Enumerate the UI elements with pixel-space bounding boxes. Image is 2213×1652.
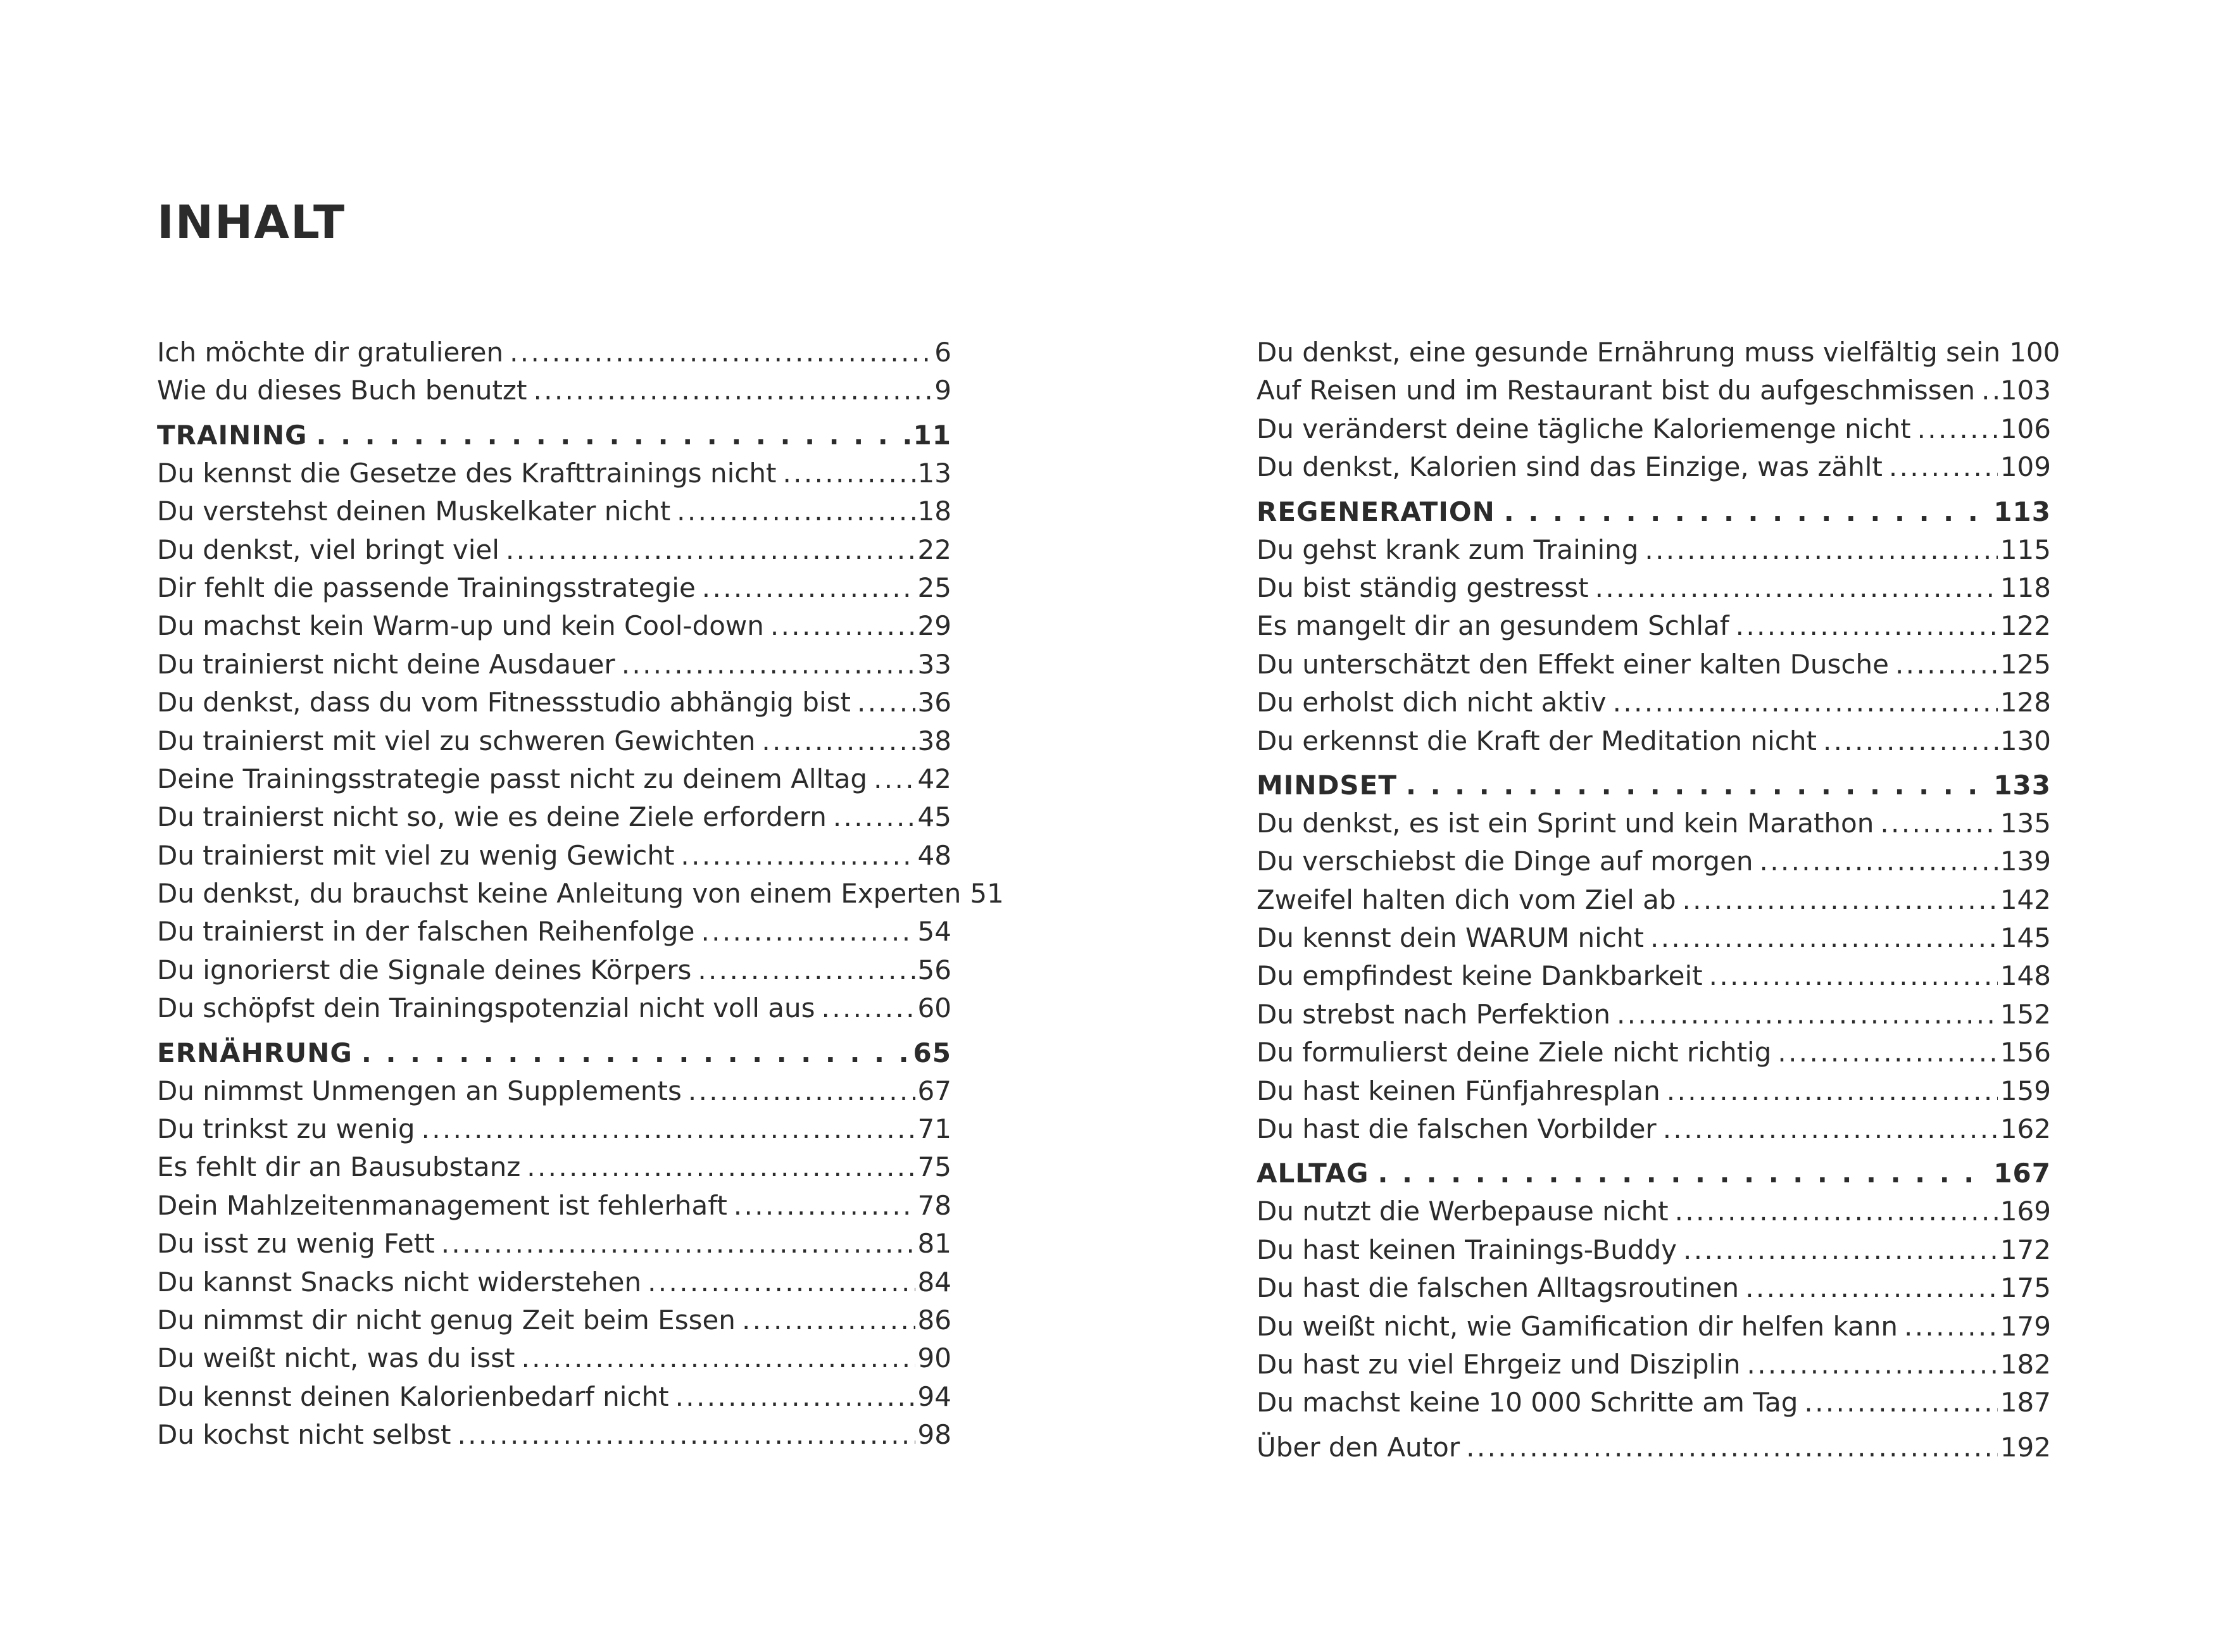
dot-leader [1675,1192,1998,1230]
entry-page-number: 18 [917,496,951,527]
section-title: TRAINING [157,419,308,451]
entry-page-number: 135 [2000,807,2051,839]
toc-entry[interactable] [157,607,951,645]
entry-page-number: 42 [917,763,951,794]
entry-page-number: 71 [917,1113,951,1145]
dot-leader [1889,448,1998,486]
entry-page-number: 98 [917,1419,951,1451]
toc-entry[interactable] [1257,957,2051,995]
dot-leader [675,1378,915,1416]
toc-entry[interactable] [1257,722,2051,760]
toc-right-column [1257,334,2060,1467]
entry-title: Du erkennst die Kraft der Meditation nicht [1257,725,1817,756]
entry-title: Du ignorierst die Signale deines Körpers [157,954,692,986]
toc-entry[interactable] [157,646,951,684]
dot-leader [317,418,910,453]
toc-section-heading[interactable] [1257,768,2051,803]
entry-title: Deine Trainingsstrategie passt nicht zu deinem Alltag [157,763,868,794]
toc-entry[interactable] [1257,1192,2051,1230]
toc-entry[interactable] [1257,372,2051,410]
dot-leader [1683,1231,1998,1269]
entry-page-number: 6 [934,337,951,368]
entry-page-number: 122 [2000,610,2051,642]
entry-title: Du kannst Snacks nicht widerstehen [157,1266,642,1298]
dot-leader [361,1036,910,1071]
entry-page-number: 118 [2000,572,2051,603]
dot-leader [1682,881,1997,919]
toc-entry[interactable] [157,1263,951,1301]
entry-page-number: 60 [917,992,951,1024]
dot-leader [422,1110,915,1148]
toc-section-heading[interactable] [1257,494,2051,530]
entry-page-number: 36 [917,687,951,718]
right-sections [1257,494,2051,1422]
entry-title: Du kennst deinen Kalorienbedarf nicht [157,1380,669,1412]
toc-entry[interactable] [157,837,951,875]
dot-leader [698,951,915,989]
toc-entry[interactable] [1257,1384,2051,1422]
entry-page-number: 100 [2009,337,2060,368]
toc-entry[interactable] [157,1148,951,1186]
closing-entries [1257,1429,2051,1467]
dot-leader [521,1339,915,1377]
page-title: INHALT [157,196,346,249]
dot-leader [1760,842,1998,880]
entry-page-number: 103 [2000,375,2051,406]
entry-page-number: 81 [917,1228,951,1260]
toc-entry[interactable] [1257,684,2051,722]
dot-leader [770,607,915,645]
section-page-number: 113 [1993,496,2051,527]
entry-page-number: 54 [917,916,951,948]
toc-entry[interactable] [157,1225,951,1263]
toc-entry[interactable] [157,454,951,492]
entry-page-number: 162 [2000,1113,2051,1145]
entry-page-number: 9 [934,375,951,406]
dot-leader [1663,1110,1998,1148]
entry-page-number: 106 [2000,413,2051,444]
dot-leader [1650,919,1998,957]
entry-title: Über den Autor [1257,1431,1460,1463]
entry-page-number: 29 [917,610,951,642]
dot-leader [742,1301,915,1339]
entry-page-number: 175 [2000,1272,2051,1304]
dot-leader [677,492,915,530]
toc-entry[interactable] [1257,804,2051,842]
toc-section-heading[interactable] [1257,1156,2051,1191]
entry-page-number: 152 [2000,998,2051,1030]
dot-leader [533,372,932,410]
entry-page-number: 130 [2000,725,2051,756]
entry-title: Zweifel halten dich vom Ziel ab [1257,884,1676,915]
entry-title: Du verschiebst die Dinge auf morgen [1257,846,1753,877]
entry-title: Auf Reisen und im Restaurant bist du aufgeschmissen [1257,375,1976,406]
toc-entry[interactable] [157,1416,951,1454]
dot-leader [1745,1269,1998,1307]
entry-title: Du nutzt die Werbepause nicht [1257,1196,1669,1227]
entry-title: Du machst keine 10 000 Schritte am Tag [1257,1387,1798,1418]
entry-title: Du trinkst zu wenig [157,1113,415,1145]
toc-entry[interactable] [1257,531,2051,569]
entry-page-number: 169 [2000,1196,2051,1227]
entry-title: Du hast die falschen Alltagsroutinen [1257,1272,1740,1304]
entry-page-number: 51 [970,878,1004,910]
entry-title: Du gehst krank zum Training [1257,534,1639,565]
dot-leader [680,837,915,875]
entry-page-number: 159 [2000,1075,2051,1106]
dot-leader [782,454,915,492]
entry-page-number: 145 [2000,922,2051,954]
toc-entry[interactable] [1257,842,2051,880]
dot-leader [510,334,932,372]
entry-title: Wie du dieses Buch benutzt [157,375,527,406]
entry-page-number: 13 [917,457,951,489]
toc-entry[interactable] [157,798,951,836]
entry-title: Du trainierst mit viel zu wenig Gewicht [157,839,675,871]
toc-entry[interactable] [1257,1034,2051,1072]
entry-title: Du schöpfst dein Trainingspotenzial nicht voll aus [157,992,815,1024]
entry-title: Du weißt nicht, wie Gamification dir helfen kann [1257,1310,1898,1342]
dot-leader [1613,684,1998,722]
dot-leader [1736,607,1998,645]
entry-title: Du denkst, eine gesunde Ernährung muss vielfältig sein [1257,337,2001,368]
left-sections [157,418,1004,1455]
toc-entry[interactable] [157,989,951,1027]
dot-leader [441,1225,915,1263]
dot-leader [1981,372,1998,410]
toc-entry[interactable] [1257,1429,2051,1467]
toc-entry[interactable] [1257,996,2051,1034]
entry-page-number: 192 [2000,1431,2051,1463]
entry-title: Du denkst, du brauchst keine Anleitung von einem Experten [157,878,962,910]
dot-leader [762,722,915,760]
toc-entry[interactable] [157,1187,951,1225]
entry-title: Du trainierst nicht deine Ausdauer [157,648,615,680]
section-page-number: 167 [1993,1158,2051,1189]
entry-title: Du hast keinen Trainings-Buddy [1257,1234,1677,1265]
continued-entries [1257,334,2060,487]
dot-leader [857,684,915,722]
entry-title: Du veränderst deine tägliche Kaloriemenge nicht [1257,413,1911,444]
dot-leader [1406,768,1990,803]
toc-entry[interactable] [1257,607,2051,645]
entry-page-number: 84 [917,1266,951,1298]
dot-leader [1777,1034,1997,1072]
entry-page-number: 38 [917,725,951,756]
entry-title: Du denkst, viel bringt viel [157,534,499,565]
dot-leader [1504,494,1990,530]
entry-page-number: 56 [917,954,951,986]
entry-page-number: 75 [917,1151,951,1183]
entry-title: Du erholst dich nicht aktiv [1257,687,1607,718]
entry-page-number: 45 [917,801,951,833]
dot-leader [833,798,915,836]
toc-entry[interactable] [1257,646,2051,684]
toc-entry[interactable] [1257,1346,2051,1384]
section-title: REGENERATION [1257,496,1495,527]
dot-leader [1804,1384,1997,1422]
section-title: ALLTAG [1257,1158,1369,1189]
dot-leader [1595,569,1998,607]
toc-entry[interactable] [157,913,951,951]
entry-page-number: 142 [2000,884,2051,915]
toc-entry[interactable] [1257,569,2051,607]
spacer [1257,1422,2051,1429]
toc-entry[interactable] [157,1072,951,1110]
toc-entry[interactable] [157,1378,951,1416]
toc-entry[interactable] [1257,1308,2051,1346]
entry-title: Du denkst, Kalorien sind das Einzige, was zählt [1257,451,1883,483]
entry-page-number: 48 [917,839,951,871]
entry-title: Dir fehlt die passende Trainingsstrategie [157,572,696,603]
entry-title: Du nimmst Unmengen an Supplements [157,1075,682,1106]
entry-title: Du hast zu viel Ehrgeiz und Disziplin [1257,1348,1741,1380]
toc-entry[interactable] [157,1339,951,1377]
dot-leader [822,989,915,1027]
entry-title: Du empfindest keine Dankbarkeit [1257,960,1703,992]
toc-entry[interactable] [1257,410,2051,448]
entry-page-number: 33 [917,648,951,680]
entry-title: Du formulierst deine Ziele nicht richtig [1257,1037,1772,1068]
toc-entry[interactable] [157,684,951,722]
entry-title: Du hast keinen Fünfjahresplan [1257,1075,1660,1106]
section-page-number: 65 [913,1037,951,1068]
toc-entry[interactable] [157,951,951,989]
entry-title: Du kochst nicht selbst [157,1419,451,1451]
toc-entry[interactable] [157,569,951,607]
dot-leader [1904,1308,1998,1346]
entry-title: Du hast die falschen Vorbilder [1257,1113,1657,1145]
entry-page-number: 125 [2000,648,2051,680]
entry-title: Du strebst nach Perfektion [1257,998,1610,1030]
section-page-number: 11 [913,419,951,451]
entry-title: Es fehlt dir an Bausubstanz [157,1151,521,1183]
dot-leader [622,646,915,684]
entry-page-number: 182 [2000,1348,2051,1380]
entry-page-number: 148 [2000,960,2051,992]
toc-entry[interactable] [1257,1072,2051,1110]
entry-page-number: 128 [2000,687,2051,718]
entry-title: Du machst kein Warm-up und kein Cool-down [157,610,764,642]
entry-title: Es mangelt dir an gesundem Schlaf [1257,610,1729,642]
entry-page-number: 86 [917,1304,951,1336]
dot-leader [688,1072,915,1110]
dot-leader [702,569,915,607]
entry-page-number: 78 [917,1189,951,1221]
entry-title: Du denkst, dass du vom Fitnessstudio abhängig bist [157,687,851,718]
entry-page-number: 172 [2000,1234,2051,1265]
entry-page-number: 109 [2000,451,2051,483]
toc-entry[interactable] [1257,881,2051,919]
entry-page-number: 22 [917,534,951,565]
dot-leader [701,913,915,951]
dot-leader [648,1263,915,1301]
section-title: MINDSET [1257,769,1398,801]
toc-entry[interactable] [157,1301,951,1339]
dot-leader [527,1148,915,1186]
entry-page-number: 115 [2000,534,2051,565]
entry-title: Du kennst dein WARUM nicht [1257,922,1644,954]
entry-title: Du kennst die Gesetze des Krafttrainings nicht [157,457,777,489]
entry-page-number: 139 [2000,846,2051,877]
entry-page-number: 90 [917,1342,951,1374]
entry-title: Du weißt nicht, was du isst [157,1342,515,1374]
entry-title: Ich möchte dir gratulieren [157,337,504,368]
entry-page-number: 187 [2000,1387,2051,1418]
entry-title: Du verstehst deinen Muskelkater nicht [157,496,671,527]
toc-entry[interactable] [157,875,1004,913]
entry-page-number: 67 [917,1075,951,1106]
dot-leader [1377,1156,1990,1191]
dot-leader [1823,722,1998,760]
entry-title: Du nimmst dir nicht genug Zeit beim Essen [157,1304,736,1336]
entry-title: Dein Mahlzeitenmanagement ist fehlerhaft [157,1189,727,1221]
entry-page-number: 179 [2000,1310,2051,1342]
dot-leader [1466,1429,1998,1467]
entry-page-number: 156 [2000,1037,2051,1068]
toc-section-heading[interactable] [157,418,951,453]
entry-page-number: 25 [917,572,951,603]
dot-leader [1917,410,1998,448]
entry-title: Du bist ständig gestresst [1257,572,1589,603]
dot-leader [1709,957,1998,995]
dot-leader [457,1416,915,1454]
entry-title: Du trainierst mit viel zu schweren Gewichten [157,725,756,756]
entry-page-number: 94 [917,1380,951,1412]
toc-entry[interactable] [1257,1231,2051,1269]
dot-leader [1617,996,1998,1034]
dot-leader [1645,531,1997,569]
dot-leader [1747,1346,1998,1384]
dot-leader [1895,646,1998,684]
dot-leader [874,760,915,798]
dot-leader [506,531,915,569]
toc-entry[interactable] [157,334,951,372]
section-page-number: 133 [1993,769,2051,801]
toc-entry[interactable] [157,760,951,798]
entry-title: Du isst zu wenig Fett [157,1228,435,1260]
toc-entry[interactable] [157,372,951,410]
toc-entry[interactable] [157,492,951,530]
section-title: ERNÄHRUNG [157,1037,353,1068]
toc-entry[interactable] [1257,919,2051,957]
toc-entry[interactable] [157,531,951,569]
toc-entry[interactable] [1257,1110,2051,1148]
toc-left-column [157,334,1004,1455]
toc-entry[interactable] [157,1110,951,1148]
toc-entry[interactable] [1257,334,2060,372]
toc-entry[interactable] [1257,1269,2051,1307]
intro-entries [157,334,951,410]
toc-section-heading[interactable] [157,1036,951,1071]
dot-leader [734,1187,915,1225]
toc-entry[interactable] [1257,448,2051,486]
dot-leader [1667,1072,1998,1110]
dot-leader [1880,804,1997,842]
entry-title: Du denkst, es ist ein Sprint und kein Marathon [1257,807,1874,839]
entry-title: Du trainierst nicht so, wie es deine Ziele erfordern [157,801,827,833]
entry-title: Du trainierst in der falschen Reihenfolge [157,916,695,948]
toc-entry[interactable] [157,722,951,760]
entry-title: Du unterschätzt den Effekt einer kalten Dusche [1257,648,1889,680]
